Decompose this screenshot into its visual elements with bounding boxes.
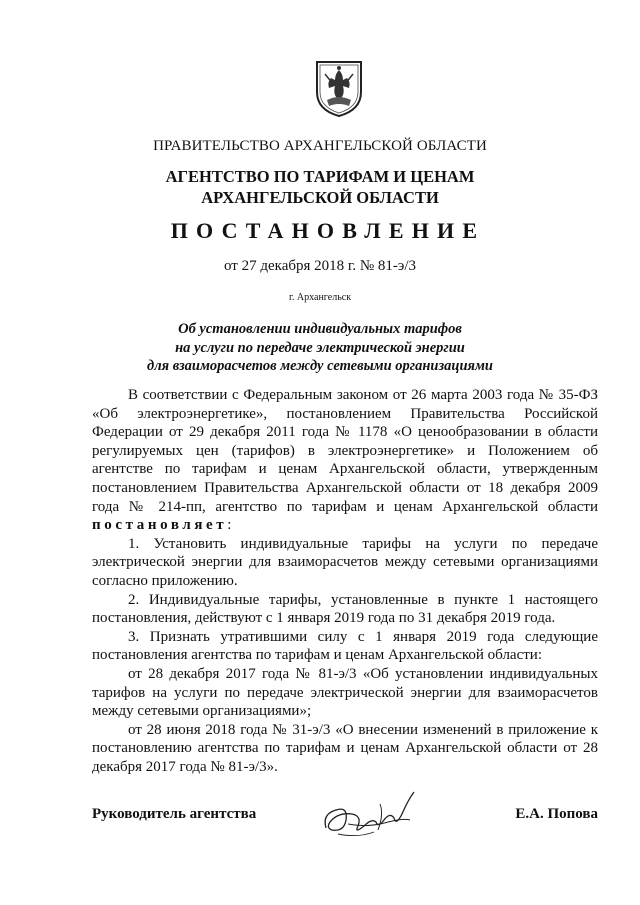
item-3-subitem-a: от 28 декабря 2017 года № 81-э/3 «Об установлении индивидуальных тарифов на услуги по передаче электрической энергии для взаиморасчетов между сетевыми организациями»; xyxy=(92,665,598,720)
resolves-colon: : xyxy=(227,517,232,534)
preamble-text: В соответствии с Федеральным законом от 26 марта 2003 года № 35-ФЗ «Об электроэнергетике», постановлением Правительства Российской Федерации от 29 декабря 2011 года № 1178 «О ценообразовании в области регулируемых цен (тарифов) в электроэнергетике» и Положением об агентстве по тарифам и ценам Архангельской области, утвержденным постановлением Правительства Архангельской области от 18 декабря 2009 года № 214-пп, агентство по тарифам и ценам Архангельской области xyxy=(92,387,598,515)
signatory-name: Е.А. Попова xyxy=(515,806,598,822)
agency-title-line2: АРХАНГЕЛЬСКОЙ ОБЛАСТИ xyxy=(201,188,439,207)
document-type-heading: ПОСТАНОВЛЕНИЕ xyxy=(170,218,486,243)
document-city: г. Архангельск xyxy=(288,292,352,303)
document-date-number: от 27 декабря 2018 г. № 81-э/3 xyxy=(223,258,417,274)
agency-title xyxy=(0,166,640,208)
handwritten-signature-icon xyxy=(318,784,428,844)
subject-line1: Об установлении индивидуальных тарифов xyxy=(178,321,462,337)
item-1: 1. Установить индивидуальные тарифы на услуги по передаче электрической энергии для взаиморасчетов между сетевыми организациями согласно приложению. xyxy=(92,535,598,589)
preamble-paragraph xyxy=(92,386,598,535)
agency-title-line1: АГЕНТСТВО ПО ТАРИФАМ И ЦЕНАМ xyxy=(165,167,475,186)
signatory-position: Руководитель агентства xyxy=(92,806,257,822)
document-body xyxy=(92,386,598,776)
item-2: 2. Индивидуальные тарифы, установленные в пункте 1 настоящего постановления, действуют с 1 января 2019 года по 31 декабря 2019 года. xyxy=(92,591,598,627)
item-3-subitem-b: от 28 июня 2018 года № 31-э/3 «О внесении изменений в приложение к постановлению агентства по тарифам и ценам Архангельской области от 28 декабря 2017 года № 81-э/3». xyxy=(92,721,598,775)
government-title: ПРАВИТЕЛЬСТВО АРХАНГЕЛЬСКОЙ ОБЛАСТИ xyxy=(153,138,487,154)
subject-line2: на услуги по передаче электрической энергии xyxy=(175,339,465,356)
item-3: 3. Признать утратившими силу с 1 января 2019 года следующие постановления агентства по тарифам и ценам Архангельской области: xyxy=(92,628,598,664)
resolves-word: постановляет xyxy=(92,517,228,534)
subject-line3: для взаиморасчетов между сетевыми организациями xyxy=(147,358,493,374)
signature-block xyxy=(92,804,598,844)
document-subject xyxy=(0,320,640,376)
arkhangelsk-coat-of-arms-icon xyxy=(313,58,365,118)
